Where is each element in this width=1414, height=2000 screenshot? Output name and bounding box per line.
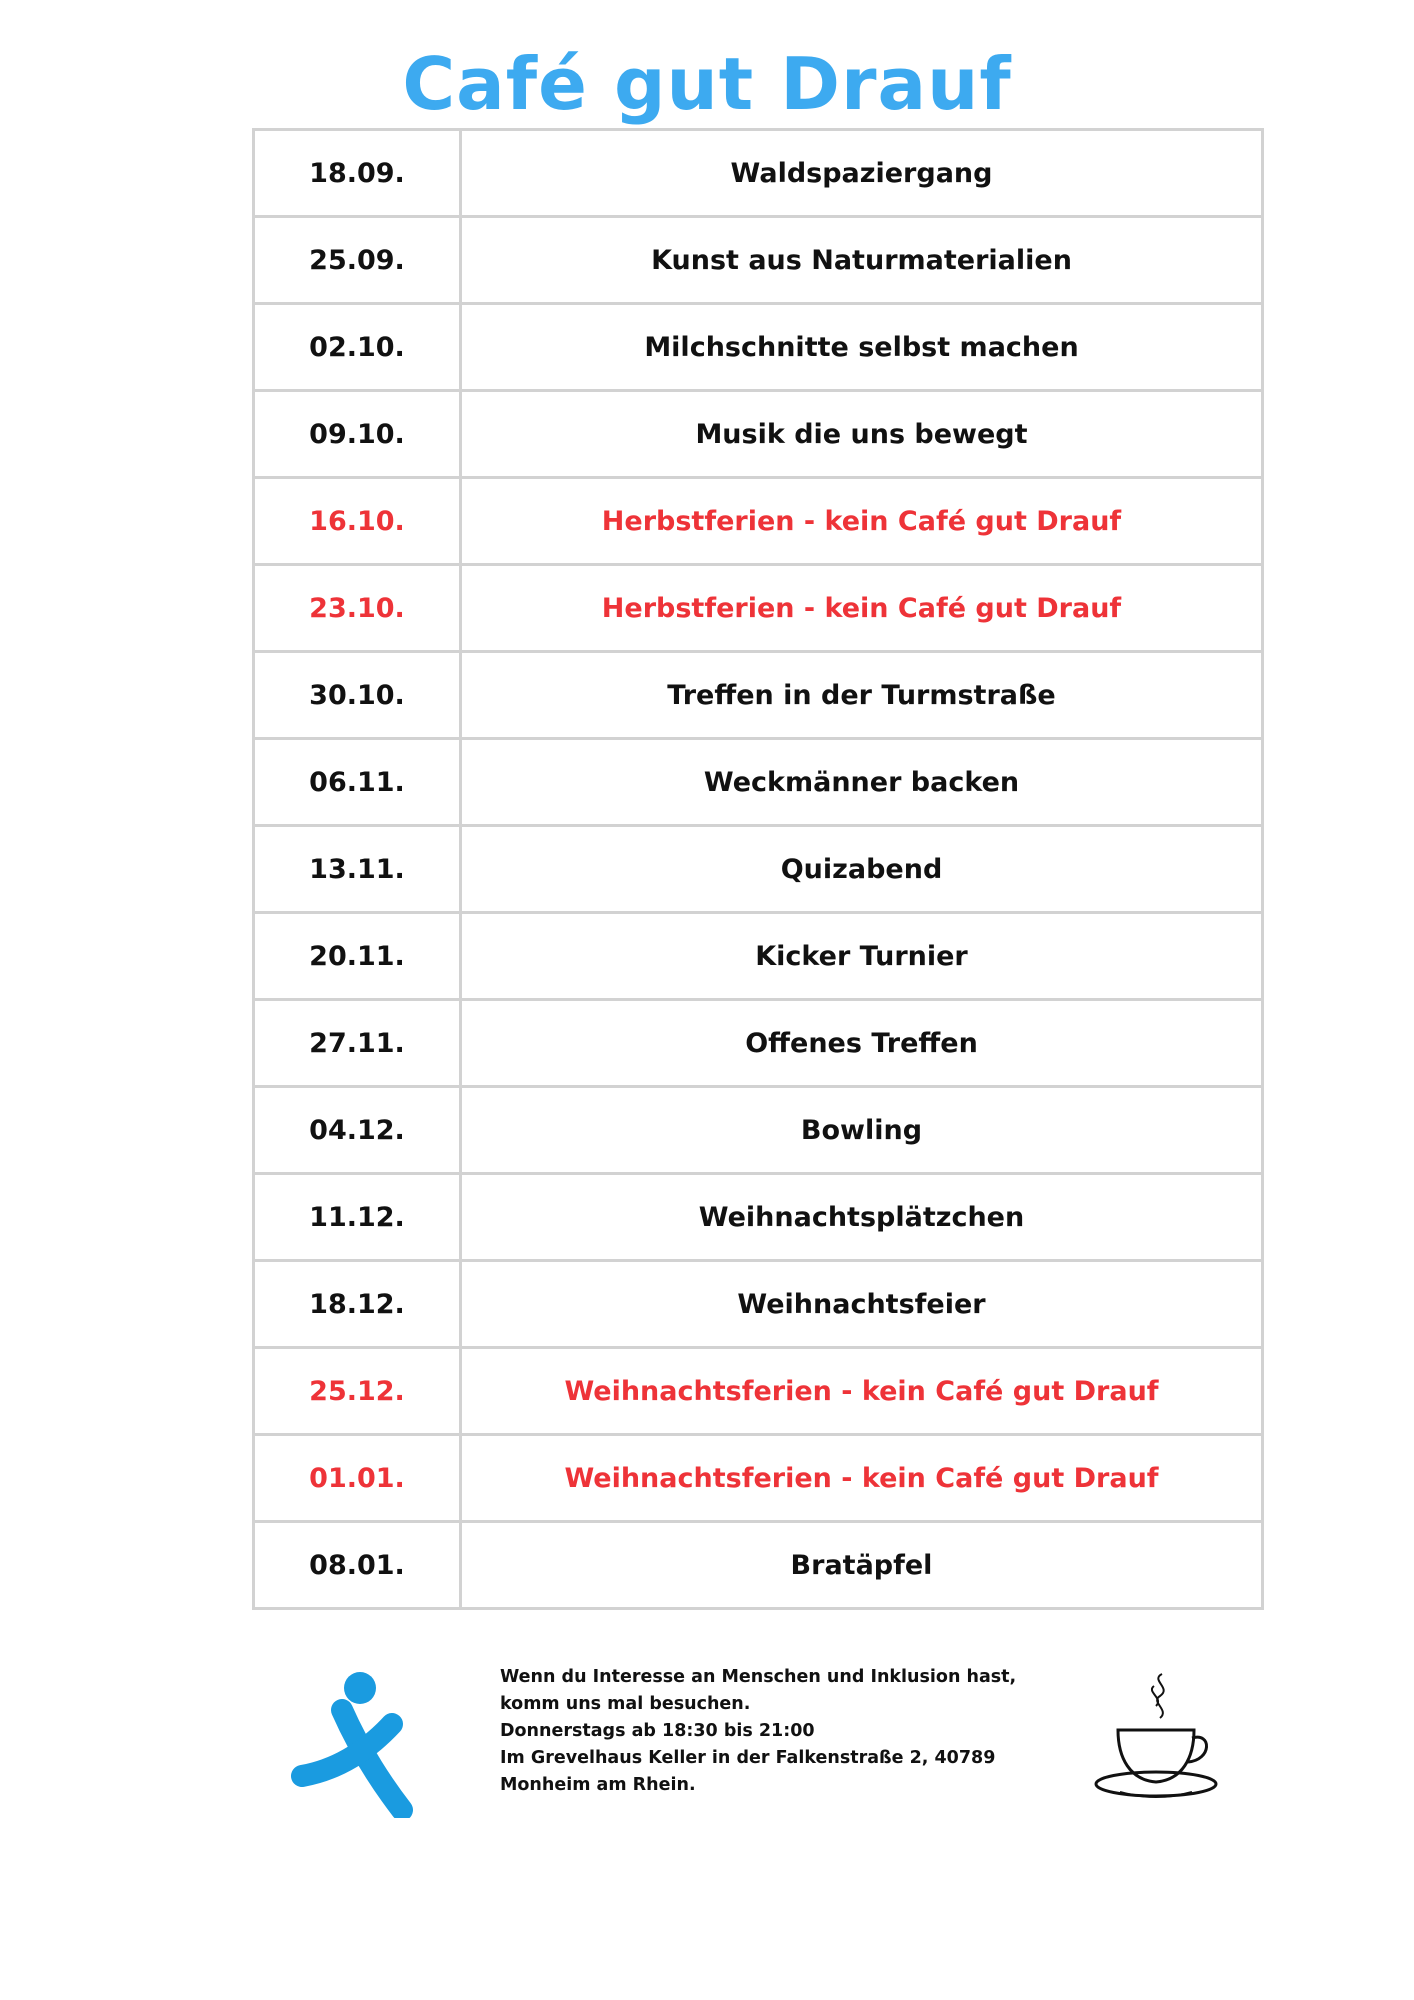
- schedule-event: Milchschnitte selbst machen: [461, 304, 1263, 391]
- schedule-row: [254, 304, 1263, 391]
- schedule-row: [254, 565, 1263, 652]
- schedule-event: Herbstferien - kein Café gut Drauf: [461, 565, 1263, 652]
- schedule-row: [254, 1348, 1263, 1435]
- schedule-row: [254, 826, 1263, 913]
- schedule-date: 11.12.: [254, 1174, 461, 1261]
- schedule-date: 25.09.: [254, 217, 461, 304]
- schedule-date: 18.12.: [254, 1261, 461, 1348]
- info-line-invitation: Wenn du Interesse an Menschen und Inklusion hast, komm uns mal besuchen.: [500, 1667, 1017, 1714]
- schedule-event: Bratäpfel: [461, 1522, 1263, 1609]
- schedule-date: 20.11.: [254, 913, 461, 1000]
- schedule-event: Weihnachtsferien - kein Café gut Drauf: [461, 1348, 1263, 1435]
- schedule-event: Quizabend: [461, 826, 1263, 913]
- schedule-event: Weihnachtsplätzchen: [461, 1174, 1263, 1261]
- schedule-event: Herbstferien - kein Café gut Drauf: [461, 478, 1263, 565]
- schedule-date: 04.12.: [254, 1087, 461, 1174]
- schedule-row: [254, 391, 1263, 478]
- schedule-date: 27.11.: [254, 1000, 461, 1087]
- schedule-event: Kunst aus Naturmaterialien: [461, 217, 1263, 304]
- schedule-row: [254, 1435, 1263, 1522]
- schedule-date: 16.10.: [254, 478, 461, 565]
- page-title: Café gut Drauf: [402, 42, 1012, 126]
- info-line-time: Donnerstags ab 18:30 bis 21:00: [500, 1721, 815, 1741]
- schedule-body: [254, 130, 1263, 1609]
- schedule-event: Weihnachtsferien - kein Café gut Drauf: [461, 1435, 1263, 1522]
- schedule-date: 06.11.: [254, 739, 461, 826]
- schedule-date: 02.10.: [254, 304, 461, 391]
- schedule-event: Offenes Treffen: [461, 1000, 1263, 1087]
- schedule-event: Waldspaziergang: [461, 130, 1263, 217]
- schedule-event: Treffen in der Turmstraße: [461, 652, 1263, 739]
- schedule-date: 30.10.: [254, 652, 461, 739]
- schedule-date: 09.10.: [254, 391, 461, 478]
- schedule-row: [254, 1000, 1263, 1087]
- schedule-row: [254, 217, 1263, 304]
- schedule-date: 23.10.: [254, 565, 461, 652]
- coffee-cup-icon: [1090, 1668, 1230, 1804]
- schedule-row: [254, 1522, 1263, 1609]
- schedule-row: [254, 913, 1263, 1000]
- schedule-event: Musik die uns bewegt: [461, 391, 1263, 478]
- schedule-row: [254, 1261, 1263, 1348]
- schedule-row: [254, 130, 1263, 217]
- schedule-table: [252, 128, 1264, 1610]
- schedule-event: Weckmänner backen: [461, 739, 1263, 826]
- figure-logo-icon: [290, 1672, 420, 1818]
- schedule-row: [254, 478, 1263, 565]
- info-line-address: Im Grevelhaus Keller in der Falkenstraße 2, 40789 Monheim am Rhein.: [500, 1748, 996, 1795]
- schedule-date: 25.12.: [254, 1348, 461, 1435]
- schedule-row: [254, 1174, 1263, 1261]
- schedule-row: [254, 739, 1263, 826]
- info-text: [500, 1664, 1080, 1799]
- schedule-event: Weihnachtsfeier: [461, 1261, 1263, 1348]
- schedule-date: 18.09.: [254, 130, 461, 217]
- schedule-event: Bowling: [461, 1087, 1263, 1174]
- schedule-event: Kicker Turnier: [461, 913, 1263, 1000]
- schedule-date: 08.01.: [254, 1522, 461, 1609]
- schedule-date: 13.11.: [254, 826, 461, 913]
- schedule-row: [254, 652, 1263, 739]
- schedule-row: [254, 1087, 1263, 1174]
- schedule-date: 01.01.: [254, 1435, 461, 1522]
